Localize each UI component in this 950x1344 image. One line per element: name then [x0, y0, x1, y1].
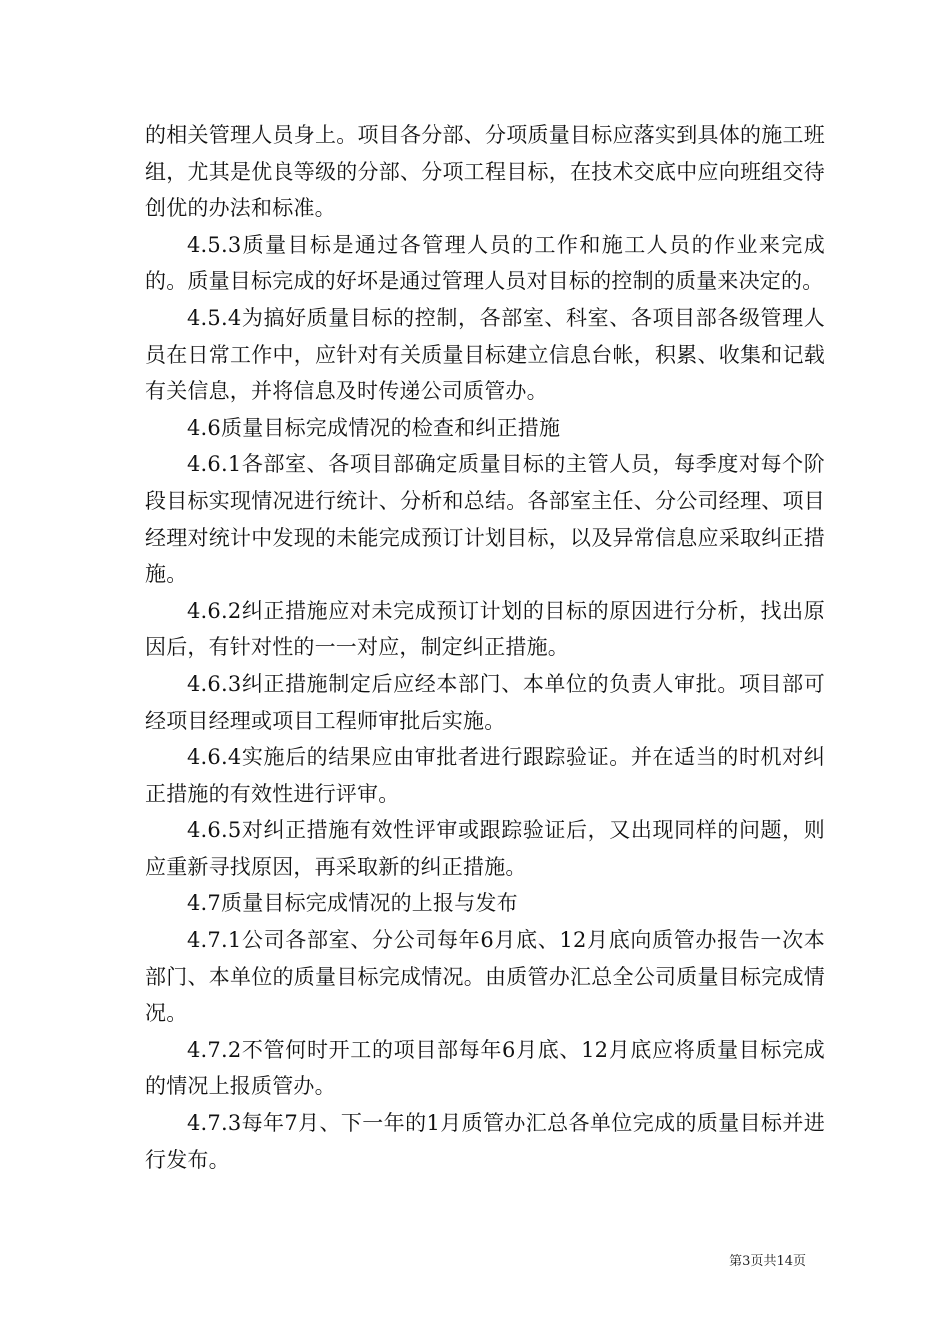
paragraph-9: 4.6.5对纠正措施有效性评审或跟踪验证后，又出现同样的问题，则应重新寻找原因，再采取新的纠正措施。 [145, 818, 825, 879]
paragraph-6: 4.6.2纠正措施应对未完成预订计划的目标的原因进行分析，找出原因后，有针对性的一一对应，制定纠正措施。 [145, 598, 825, 660]
section-heading-4-7: 4.7质量目标完成情况的上报与发布 [187, 891, 518, 916]
paragraph-8: 4.6.4实施后的结果应由审批者进行跟踪验证。并在适当的时机对纠正措施的有效性进行评审。 [145, 745, 825, 806]
paragraph-11: 4.7.1公司各部室、分公司每年6月底、12月底向质管办报告一次本部门、本单位的质量目标完成情况。由质管办汇总全公司质量目标完成情况。 [145, 928, 825, 1026]
section-heading-4-6: 4.6质量目标完成情况的检查和纠正措施 [187, 415, 561, 440]
document-body [145, 117, 825, 1178]
page-number: 第3页共14页 [729, 1254, 806, 1269]
paragraph-3: 4.5.4为搞好质量目标的控制，各部室、科室、各项目部各级管理人员在日常工作中，应针对有关质量目标建立信息台帐，积累、收集和记载有关信息，并将信息及时传递公司质管办。 [145, 305, 825, 404]
paragraph-1: 的相关管理人员身上。项目各分部、分项质量目标应落实到具体的施工班组，尤其是优良等级的分部、分项工程目标，在技术交底中应向班组交待创优的办法和标准。 [145, 123, 825, 221]
paragraph-7: 4.6.3纠正措施制定后应经本部门、本单位的负责人审批。项目部可经项目经理或项目工程师审批后实施。 [145, 671, 825, 733]
paragraph-2: 4.5.3质量目标是通过各管理人员的工作和施工人员的作业来完成的。质量目标完成的好坏是通过管理人员对目标的控制的质量来决定的。 [145, 232, 825, 294]
paragraph-12: 4.7.2不管何时开工的项目部每年6月底、12月底应将质量目标完成的情况上报质管办。 [145, 1037, 825, 1099]
paragraph-5: 4.6.1各部室、各项目部确定质量目标的主管人员，每季度对每个阶段目标实现情况进行统计、分析和总结。各部室主任、分公司经理、项目经理对统计中发现的未能完成预订计划目标，以及异常信息应采取纠正措施。 [145, 452, 825, 587]
paragraph-13: 4.7.3每年7月、下一年的1月质管办汇总各单位完成的质量目标并进行发布。 [145, 1111, 825, 1172]
